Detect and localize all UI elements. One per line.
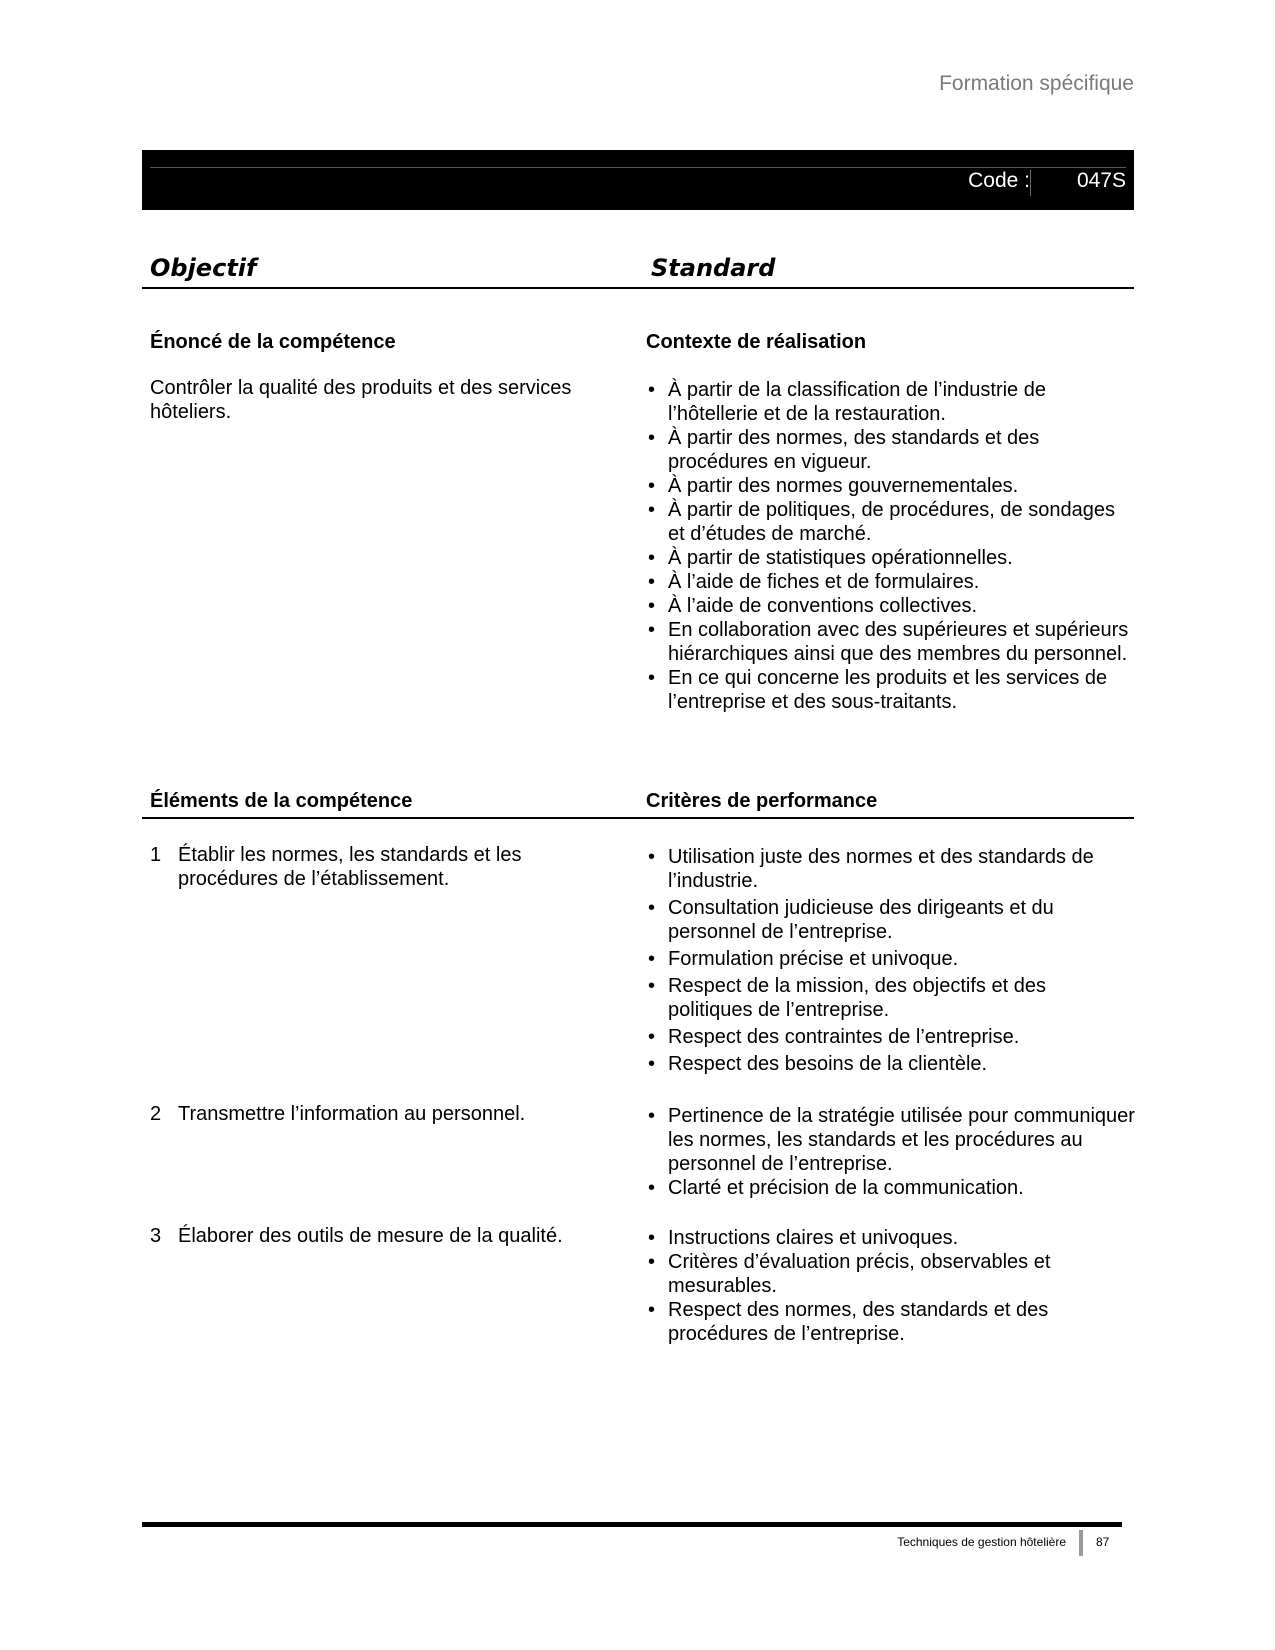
list-item: • À partir de politiques, de procédures, de sondages et d’études de marché.: [648, 499, 1115, 545]
element-number: 1: [150, 844, 162, 866]
list-item: • Formulation précise et univoque.: [648, 948, 959, 970]
list-item: • Respect des contraintes de l’entreprise.: [648, 1026, 1020, 1048]
criteria-heading: Critères de performance: [646, 790, 878, 812]
bullet-icon: •: [648, 571, 656, 593]
list-item: • Consultation judicieuse des dirigeants et du personnel de l’entreprise.: [648, 897, 1054, 943]
bullet-icon: •: [648, 427, 656, 449]
element-number: 3: [150, 1225, 162, 1247]
heading-rule: [142, 287, 1134, 289]
context-list: [646, 378, 1136, 714]
bullet-icon: •: [648, 379, 656, 401]
list-item: • Respect des normes, des standards et des procédures de l’entreprise.: [648, 1299, 1049, 1345]
list-item: • À partir de statistiques opérationnelles.: [648, 547, 1013, 569]
bullet-icon: •: [648, 1105, 656, 1127]
list-item: • À partir des normes gouvernementales.: [648, 475, 1019, 497]
bullet-icon: •: [648, 667, 656, 689]
statement-text: Contrôler la qualité des produits et des services hôteliers.: [150, 377, 572, 423]
elements-rule: [142, 817, 1134, 819]
list-item: • Instructions claires et univoques.: [648, 1227, 959, 1249]
criteria-list-3: [646, 1226, 1136, 1346]
statement-heading: Énoncé de la compétence: [150, 331, 396, 353]
criteria-list-2: [646, 1104, 1136, 1200]
footer-program-title: Techniques de gestion hôtelière: [897, 1535, 1066, 1549]
bullet-icon: •: [648, 1227, 656, 1249]
list-item: • Critères d’évaluation précis, observables et mesurables.: [648, 1251, 1051, 1297]
bullet-icon: •: [648, 547, 656, 569]
list-item: • À partir de la classification de l’industrie de l’hôtellerie et de la restauration.: [648, 379, 1046, 425]
elements-heading: Éléments de la compétence: [150, 790, 413, 812]
code-separator: [1030, 170, 1031, 196]
element-text: Élaborer des outils de mesure de la qualité.: [178, 1225, 563, 1247]
element-text: Transmettre l’information au personnel.: [178, 1103, 526, 1125]
code-value: 047S: [1076, 169, 1126, 192]
bullet-icon: •: [648, 1251, 656, 1273]
bullet-icon: •: [648, 475, 656, 497]
list-item: • À partir des normes, des standards et des procédures en vigueur.: [648, 427, 1040, 473]
bullet-icon: •: [648, 1299, 656, 1321]
code-bar: [142, 150, 1134, 210]
list-item: • Respect des besoins de la clientèle.: [648, 1053, 988, 1075]
footer-separator: [1079, 1530, 1083, 1556]
bullet-icon: •: [648, 499, 656, 521]
competence-element-2: [150, 1102, 600, 1126]
code-label: Code :: [968, 169, 1030, 192]
criteria-list-1: [646, 845, 1136, 1079]
list-item: • Pertinence de la stratégie utilisée pour communiquer les normes, les standards et les procédures au personnel de l’entreprise.: [648, 1105, 1135, 1175]
bullet-icon: •: [648, 1026, 656, 1048]
element-text: Établir les normes, les standards et les procédures de l’établissement.: [178, 844, 522, 890]
competence-element-1: [150, 843, 600, 891]
bullet-icon: •: [648, 619, 656, 641]
list-item: • Clarté et précision de la communication.: [648, 1177, 1024, 1199]
page-number: 87: [1096, 1535, 1110, 1549]
context-heading: Contexte de réalisation: [646, 331, 867, 353]
bullet-icon: •: [648, 948, 656, 970]
element-number: 2: [150, 1103, 162, 1125]
bullet-icon: •: [648, 595, 656, 617]
section-label: Formation spécifique: [939, 72, 1134, 95]
code-bar-rule: [150, 167, 1126, 168]
list-item: • À l’aide de conventions collectives.: [648, 595, 978, 617]
list-item: • En collaboration avec des supérieures et supérieurs hiérarchiques ainsi que des membres du personnel.: [648, 619, 1129, 665]
objectif-heading: Objectif: [150, 254, 257, 282]
list-item: • Utilisation juste des normes et des standards de l’industrie.: [648, 846, 1094, 892]
bullet-icon: •: [648, 846, 656, 868]
standard-heading: Standard: [651, 254, 776, 282]
list-item: • Respect de la mission, des objectifs et des politiques de l’entreprise.: [648, 975, 1046, 1021]
bullet-icon: •: [648, 1053, 656, 1075]
bullet-icon: •: [648, 975, 656, 997]
footer-rule: [142, 1522, 1122, 1527]
bullet-icon: •: [648, 897, 656, 919]
list-item: • En ce qui concerne les produits et les services de l’entreprise et des sous-traitants.: [648, 667, 1108, 713]
competence-element-3: [150, 1224, 600, 1248]
bullet-icon: •: [648, 1177, 656, 1199]
list-item: • À l’aide de fiches et de formulaires.: [648, 571, 980, 593]
